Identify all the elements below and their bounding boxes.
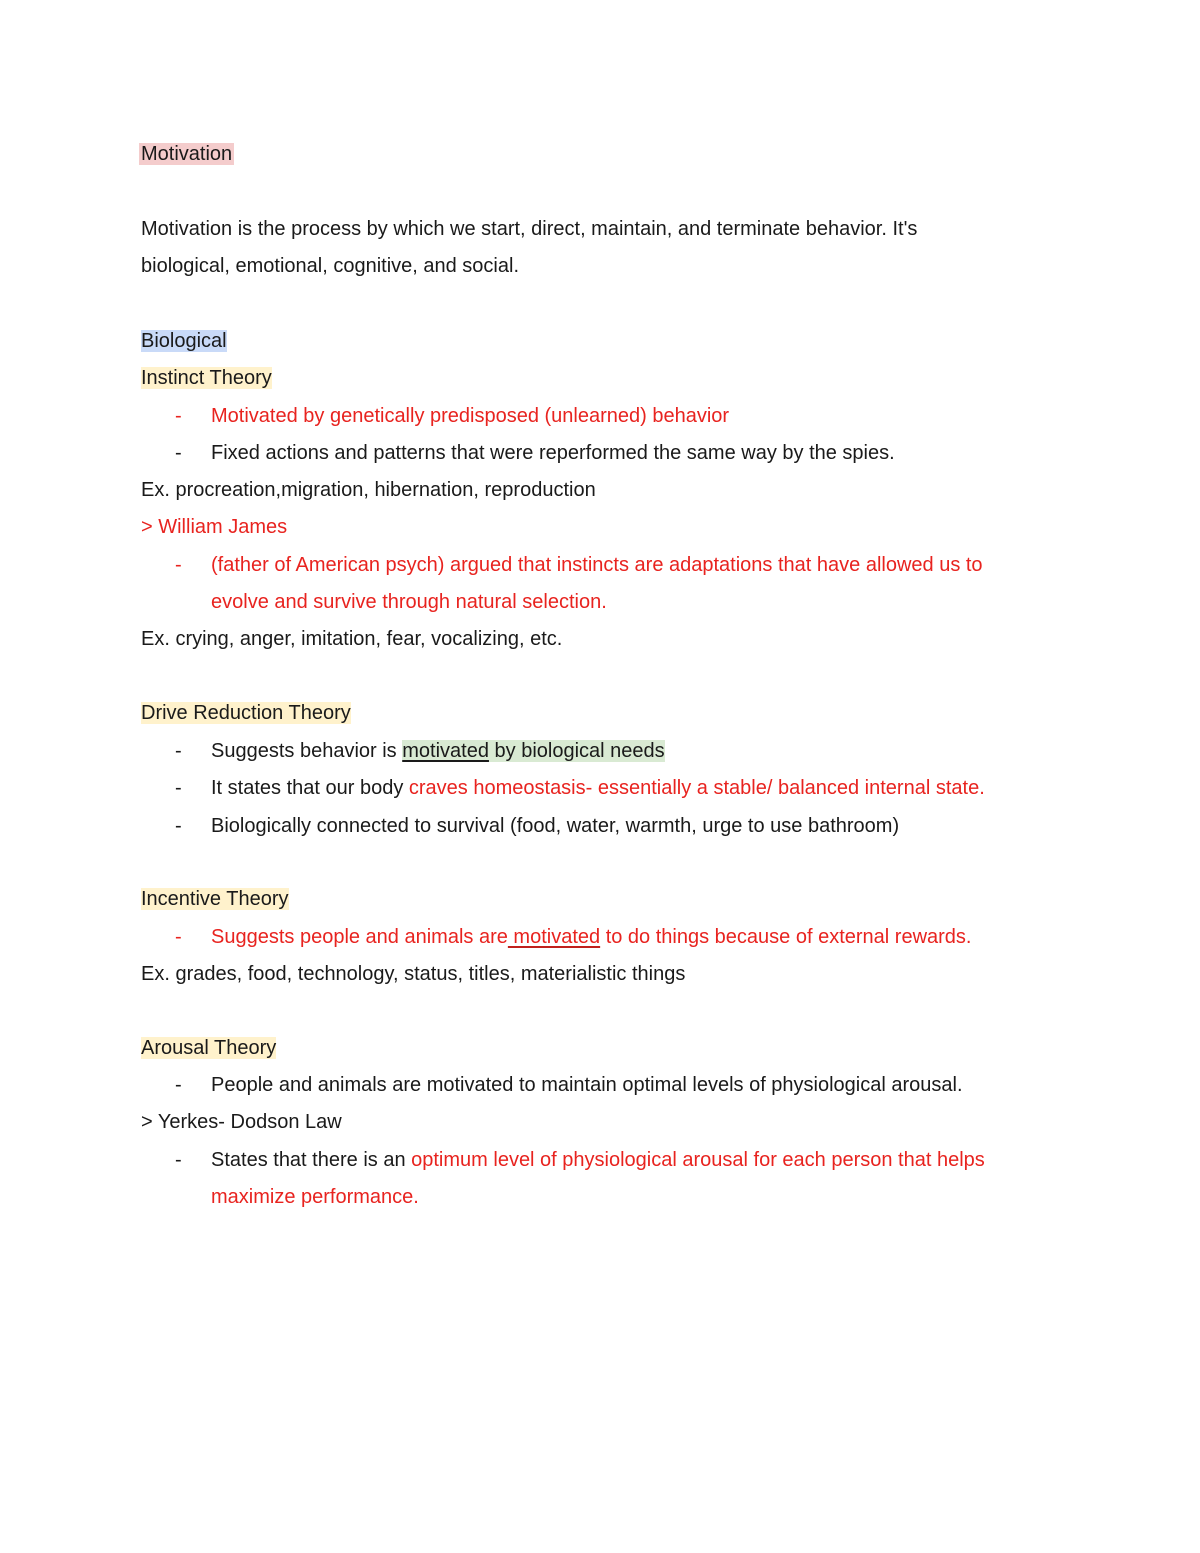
intro-line-1: Motivation is the process by which we start, direct, maintain, and terminate behavior. It's (141, 218, 918, 240)
arousal-bullet-2-red: optimum level of physiological arousal for each person that helps (411, 1149, 985, 1171)
instinct-bullet-1: Motivated by genetically predisposed (unlearned) behavior (211, 405, 730, 427)
incentive-bullet-1 (211, 924, 971, 950)
bullet-dash: - (175, 405, 182, 427)
yerkes-dodson-note: > Yerkes- Dodson Law (141, 1111, 342, 1133)
biological-heading-text: Biological (141, 330, 227, 352)
section-heading-biological (141, 328, 227, 354)
intro-line-2: biological, emotional, cognitive, and social. (141, 255, 519, 277)
drive-bullet-2-red: craves homeostasis- essentially a stable/ balanced internal state. (408, 777, 985, 799)
william-james-bullet-line-2: evolve and survive through natural selection. (211, 591, 607, 613)
title-text: Motivation (141, 143, 233, 165)
instinct-example-1: Ex. procreation,migration, hibernation, reproduction (141, 479, 596, 501)
bullet-dash: - (175, 1149, 182, 1171)
incentive-bullet-1-pre: Suggests people and animals are (211, 926, 508, 948)
bullet-dash: - (175, 777, 182, 799)
instinct-bullet-2: Fixed actions and patterns that were reperformed the same way by the spies. (211, 442, 895, 464)
william-james-note: > William James (141, 516, 288, 538)
arousal-bullet-1: People and animals are motivated to maintain optimal levels of physiological arousal. (211, 1074, 963, 1096)
drive-bullet-2-pre: It states that our body (211, 777, 409, 799)
bullet-dash: - (175, 554, 182, 576)
incentive-bullet-1-underlined-word: motivated (507, 926, 601, 948)
incentive-example: Ex. grades, food, technology, status, titles, materialistic things (141, 963, 686, 985)
drive-bullet-2 (211, 775, 985, 801)
bullet-dash: - (175, 815, 182, 837)
drive-bullet-1-pre: Suggests behavior is (211, 740, 403, 762)
instinct-theory-heading-text: Instinct Theory (141, 367, 272, 389)
arousal-bullet-2-line-1 (211, 1147, 985, 1173)
incentive-theory-heading (141, 886, 289, 912)
drive-reduction-heading-text: Drive Reduction Theory (141, 702, 351, 724)
william-james-bullet-line-1: (father of American psych) argued that instincts are adaptations that have allowed us to (211, 554, 983, 576)
drive-bullet-1-post: by biological needs (488, 740, 665, 762)
instinct-example-2: Ex. crying, anger, imitation, fear, vocalizing, etc. (141, 628, 563, 650)
drive-bullet-1-underlined-word: motivated (402, 740, 489, 762)
drive-bullet-1-highlight (402, 740, 664, 762)
incentive-theory-heading-text: Incentive Theory (141, 888, 289, 910)
arousal-bullet-2-line-2: maximize performance. (211, 1186, 419, 1208)
bullet-dash: - (175, 1074, 182, 1096)
bullet-dash: - (175, 926, 182, 948)
bullet-dash: - (175, 442, 182, 464)
drive-bullet-1 (211, 738, 665, 764)
arousal-theory-heading (141, 1035, 276, 1061)
arousal-bullet-2-pre: States that there is an (211, 1149, 412, 1171)
arousal-theory-heading-text: Arousal Theory (141, 1037, 277, 1059)
drive-reduction-heading (141, 700, 351, 726)
drive-bullet-3: Biologically connected to survival (food, water, warmth, urge to use bathroom) (211, 815, 900, 837)
bullet-dash: - (175, 740, 182, 762)
incentive-bullet-1-post: to do things because of external rewards. (600, 926, 972, 948)
instinct-theory-heading (141, 365, 272, 391)
page-title (141, 141, 234, 167)
